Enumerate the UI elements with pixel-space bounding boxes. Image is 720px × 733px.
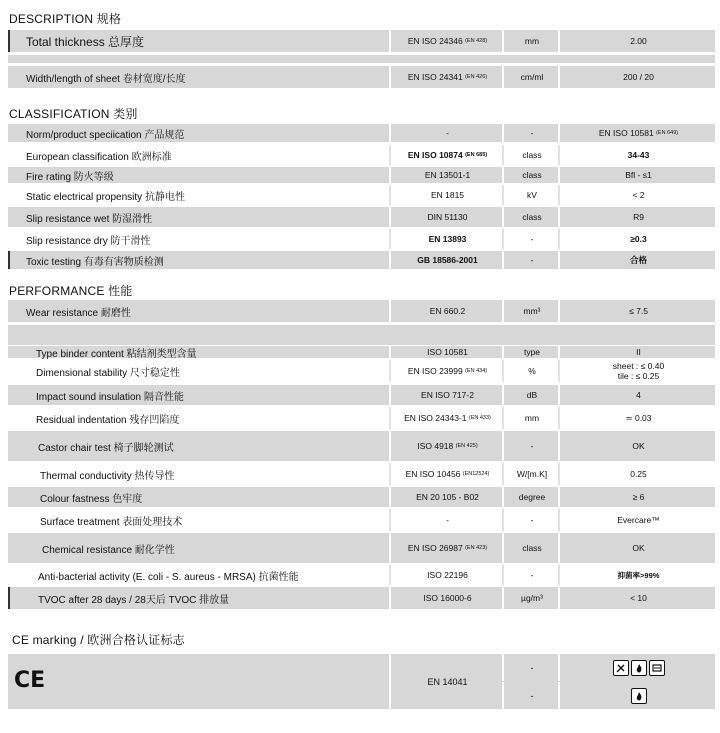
value-line-2: tile : ≤ 0.25 bbox=[617, 371, 660, 381]
table-row-spacer bbox=[8, 55, 715, 63]
row-standard: EN 20 105 - B02 bbox=[389, 487, 504, 507]
table-row bbox=[8, 185, 715, 205]
row-value: OK bbox=[558, 431, 717, 461]
table-row bbox=[8, 145, 715, 165]
table-row bbox=[8, 167, 715, 183]
row-label: Static electrical propensity 抗静电性 bbox=[26, 191, 185, 203]
row-label: Thermal conductivity 热传导性 bbox=[40, 470, 175, 482]
row-value: 200 / 20 bbox=[558, 66, 717, 88]
row-standard: EN ISO 23999 (EN 434) bbox=[389, 360, 504, 382]
section-title-classification: CLASSIFICATION 类别 bbox=[9, 107, 138, 121]
row-label: Anti-bacterial activity (E. coli - S. aureus - MRSA) 抗菌性能 bbox=[38, 571, 299, 583]
row-unit: W/[m.K] bbox=[502, 463, 560, 485]
table-row bbox=[8, 346, 715, 358]
row-value: 4 bbox=[558, 385, 717, 405]
ce-logo: CE bbox=[14, 668, 46, 693]
row-unit: - bbox=[502, 251, 560, 269]
row-label: Norm/product speciication 产品规范 bbox=[26, 129, 185, 141]
electric-icon bbox=[649, 660, 665, 676]
row-value: EN ISO 10581 (EN 649) bbox=[558, 124, 717, 142]
row-value: OK bbox=[558, 533, 717, 563]
row-label: Castor chair test 椅子脚轮测试 bbox=[38, 442, 174, 454]
value-line-1: sheet : ≤ 0.40 bbox=[612, 361, 665, 371]
row-standard: - bbox=[389, 124, 504, 142]
ce-icons-row-1 bbox=[558, 654, 717, 681]
row-value: Bfl - s1 bbox=[558, 167, 717, 183]
row-label: Impact sound insulation 隔音性能 bbox=[36, 391, 184, 403]
row-unit: - bbox=[502, 124, 560, 142]
row-standard: EN ISO 10874 (EN 685) bbox=[389, 145, 504, 165]
row-value: < 2 bbox=[558, 185, 717, 205]
table-row bbox=[8, 463, 715, 485]
table-row bbox=[8, 251, 715, 269]
row-marker bbox=[8, 30, 10, 52]
row-value: 2.00 bbox=[558, 30, 717, 52]
row-value: R9 bbox=[558, 207, 717, 227]
row-standard: EN ISO 26987 (EN 423) bbox=[389, 533, 504, 563]
section-title-ce: CE marking / 欧洲合格认证标志 bbox=[12, 633, 185, 647]
ce-dash-2: - bbox=[502, 682, 560, 709]
table-row bbox=[8, 533, 715, 563]
row-standard: EN 13893 bbox=[389, 229, 504, 249]
row-unit: class bbox=[502, 167, 560, 183]
row-value: 0.25 bbox=[558, 463, 717, 485]
row-standard: EN 660.2 bbox=[389, 300, 504, 322]
row-unit: µg/m³ bbox=[502, 587, 560, 609]
row-marker bbox=[8, 251, 10, 269]
row-label: Chemical resistance 耐化学性 bbox=[42, 544, 175, 556]
row-value: ≤ 7.5 bbox=[558, 300, 717, 322]
row-label: Type binder content 粘结剂类型含量 bbox=[36, 348, 197, 360]
row-unit: mm³ bbox=[502, 300, 560, 322]
row-label: Slip resistance dry 防干滑性 bbox=[26, 235, 151, 247]
row-marker bbox=[8, 587, 10, 609]
row-value: ≥ 6 bbox=[558, 487, 717, 507]
row-unit: degree bbox=[502, 487, 560, 507]
row-unit: % bbox=[502, 360, 560, 382]
row-label: Toxic testing 有毒有害物质检测 bbox=[26, 256, 164, 268]
row-value: II bbox=[558, 346, 717, 358]
table-row bbox=[8, 124, 715, 142]
row-label: TVOC after 28 days / 28天后 TVOC 排放量 bbox=[38, 594, 230, 606]
row-unit: - bbox=[502, 229, 560, 249]
section-title-performance: PERFORMANCE 性能 bbox=[9, 284, 133, 298]
row-label: European classification 欧洲标准 bbox=[26, 151, 172, 163]
table-row bbox=[8, 207, 715, 227]
row-label: Total thickness 总厚度 bbox=[26, 34, 145, 49]
table-row bbox=[8, 565, 715, 585]
row-standard: EN ISO 717-2 bbox=[389, 385, 504, 405]
row-unit: dB bbox=[502, 385, 560, 405]
row-value: Evercare™ bbox=[558, 509, 717, 531]
row-standard: - bbox=[389, 509, 504, 531]
table-row-spacer bbox=[8, 325, 715, 345]
table-row bbox=[8, 431, 715, 461]
row-unit: - bbox=[502, 431, 560, 461]
row-label: Surface treatment 表面处理技术 bbox=[40, 516, 183, 528]
table-row bbox=[8, 587, 715, 609]
row-unit: - bbox=[502, 565, 560, 585]
row-standard: GB 18586-2001 bbox=[389, 251, 504, 269]
table-row-width-length bbox=[8, 66, 715, 88]
row-standard: EN ISO 24346 (EN 428) bbox=[389, 30, 504, 52]
ce-icons-row-2 bbox=[558, 682, 717, 709]
table-row bbox=[8, 407, 715, 429]
ce-standard: EN 14041 bbox=[389, 654, 504, 709]
row-standard: ISO 16000-6 bbox=[389, 587, 504, 609]
row-value bbox=[558, 360, 717, 382]
row-value: ≃ 0.03 bbox=[558, 407, 717, 429]
row-label: Wear resistance 耐磨性 bbox=[26, 307, 131, 319]
row-label: Colour fastness 色牢度 bbox=[40, 493, 143, 505]
row-value: 合格 bbox=[558, 251, 717, 269]
row-standard: ISO 4918 (EN 425) bbox=[389, 431, 504, 461]
row-unit: class bbox=[502, 145, 560, 165]
row-label: Residual indentation 残存凹陷度 bbox=[36, 414, 180, 426]
row-label: Slip resistance wet 防湿滑性 bbox=[26, 213, 153, 225]
table-row bbox=[8, 360, 715, 382]
row-standard: EN ISO 10456 (EN12524) bbox=[389, 463, 504, 485]
row-standard: EN 1815 bbox=[389, 185, 504, 205]
row-value: ≥0.3 bbox=[558, 229, 717, 249]
fire-icon bbox=[631, 660, 647, 676]
row-standard: DIN 51130 bbox=[389, 207, 504, 227]
row-label: Width/length of sheet 卷材宽度/长度 bbox=[26, 73, 186, 85]
row-standard: EN 13501-1 bbox=[389, 167, 504, 183]
ce-marking-panel bbox=[8, 654, 715, 709]
row-standard: ISO 10581 bbox=[389, 346, 504, 358]
table-row bbox=[8, 385, 715, 405]
chair-icon bbox=[613, 660, 629, 676]
table-row bbox=[8, 487, 715, 507]
row-label: Fire rating 防火等级 bbox=[26, 171, 114, 183]
row-standard: ISO 22196 bbox=[389, 565, 504, 585]
row-standard: EN ISO 24341 (EN 426) bbox=[389, 66, 504, 88]
section-title-description: DESCRIPTION 规格 bbox=[9, 12, 122, 26]
row-unit: type bbox=[502, 346, 560, 358]
row-standard: EN ISO 24343-1 (EN 433) bbox=[389, 407, 504, 429]
table-row bbox=[8, 229, 715, 249]
row-unit: mm bbox=[502, 407, 560, 429]
flame-icon bbox=[631, 688, 647, 704]
row-unit: class bbox=[502, 533, 560, 563]
row-unit: cm/ml bbox=[502, 66, 560, 88]
table-row bbox=[8, 300, 715, 322]
row-unit: mm bbox=[502, 30, 560, 52]
row-unit: - bbox=[502, 509, 560, 531]
row-label: Dimensional stability 尺寸稳定性 bbox=[36, 367, 180, 379]
row-value: 抑菌率>99% bbox=[558, 565, 717, 585]
row-unit: class bbox=[502, 207, 560, 227]
table-row-total-thickness bbox=[8, 30, 715, 52]
row-value: < 10 bbox=[558, 587, 717, 609]
ce-dash-1: - bbox=[502, 654, 560, 681]
row-value: 34-43 bbox=[558, 145, 717, 165]
row-unit: kV bbox=[502, 185, 560, 205]
table-row bbox=[8, 509, 715, 531]
